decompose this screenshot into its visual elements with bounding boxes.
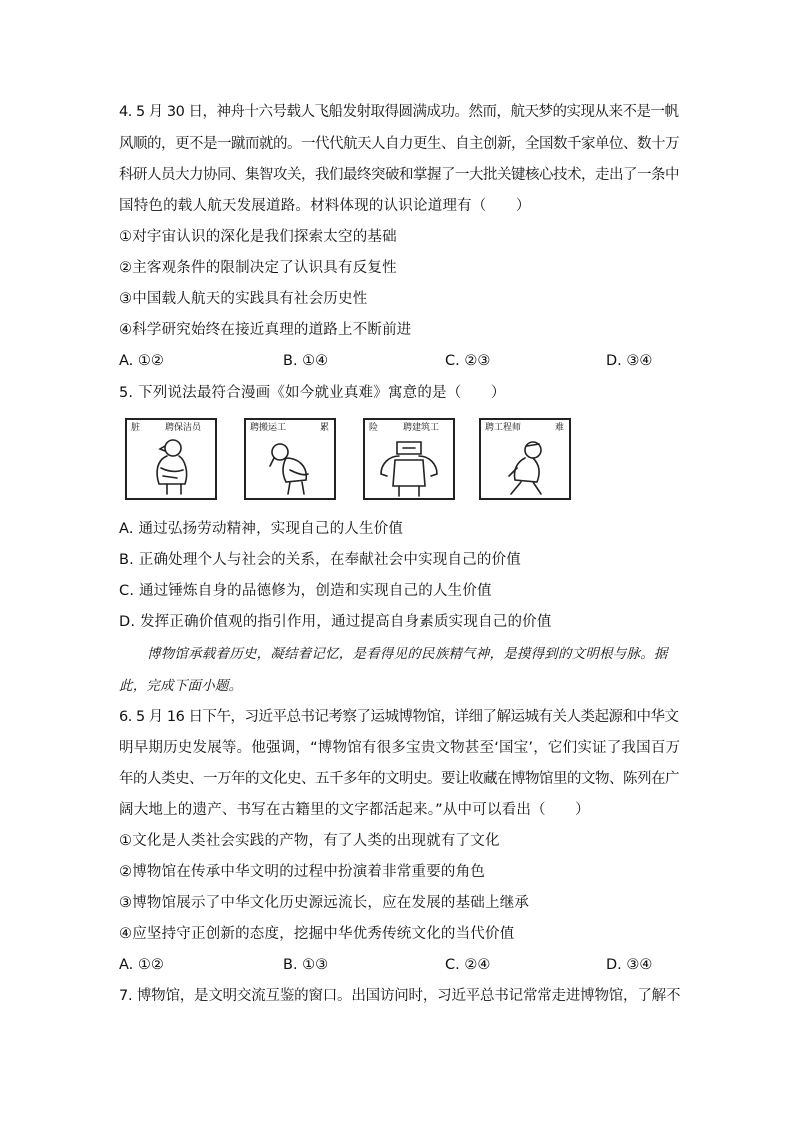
comic-panel-1-left-text: 脏 [131,423,141,433]
q5-option-c: C. 通过锤炼自身的品德修为，创造和实现自己的人生价值 [119,583,492,599]
comic-panel-4 [479,418,571,500]
q6-stem-line-1: 6. 5 月 16 日下午，习近平总书记考察了运城博物馆，详细了解运城有关人类起源和中华文 [119,709,679,725]
comic-figure-4-drawing [481,420,569,498]
q4-option-a: A. ①② [119,353,164,369]
q6-option-a: A. ①② [119,957,164,973]
q6-stem-line-4: 阔大地上的遗产、书写在古籍里的文字都活起来。”从中可以看出（ ） [119,802,590,818]
comic-panel-3 [363,418,455,500]
q4-option-b: B. ①④ [283,353,329,369]
q6-stem-line-3: 年的人类史、一万年的文化史、五千多年的文明史。要让收藏在博物馆里的文物、陈列在广 [119,771,679,787]
comic-panel-2-right-text: 累 [320,423,330,433]
comic-figure-1-drawing [127,420,215,498]
q4-item-1: ①对宇宙认识的深化是我们探索太空的基础 [119,229,397,245]
q4-item-3: ③中国载人航天的实践具有社会历史性 [119,291,368,307]
passage-intro-line-2: 此，完成下面小题。 [119,678,243,694]
q4-stem-line-3: 科研人员大力协同、集智攻关，我们最终突破和掌握了一大批关键核心技术，走出了一条中 [119,167,679,183]
comic-panel-4-left-text: 聘工程师 [485,423,522,433]
q6-item-4: ④应坚持守正创新的态度，挖掘中华优秀传统文化的当代价值 [119,926,515,942]
q4-option-d: D. ③④ [606,353,653,369]
q6-stem-line-2: 明早期历史发展等。他强调，“博物馆有很多宝贵文物甚至‘国宝’，它们实证了我国百万 [119,740,681,756]
q5-option-a: A. 通过弘扬劳动精神，实现自己的人生价值 [119,521,404,537]
q6-option-d: D. ③④ [606,957,653,973]
comic-panel-2-left-text: 聘搬运工 [250,423,287,433]
q5-option-b: B. 正确处理个人与社会的关系，在奉献社会中实现自己的价值 [119,552,521,568]
comic-panel-3-right-text: 聘建筑工 [403,423,440,433]
q4-stem-line-1: 4. 5 月 30 日，神舟十六号载人飞船发射取得圆满成功。然而，航天梦的实现从来不是一帆 [119,104,679,120]
comic-panel-1-right-text: 聘保洁员 [165,423,202,433]
comic-panel-2 [244,418,336,500]
q4-stem-line-4: 国特色的载人航天发展道路。材料体现的认识论道理有（ ） [119,198,531,214]
q4-item-4: ④科学研究始终在接近真理的道路上不断前进 [119,322,412,338]
q5-option-d: D. 发挥正确价值观的指引作用，通过提高自身素质实现自己的价值 [119,614,552,630]
comic-figure-3-drawing [365,420,453,498]
comic-panel-3-left-text: 险 [369,423,379,433]
comic-strip [125,418,575,504]
q4-item-2: ②主客观条件的限制决定了认识具有反复性 [119,260,397,276]
q6-item-2: ②博物馆在传承中华文明的过程中扮演着非常重要的角色 [119,864,485,880]
passage-intro-line-1: 博物馆承载着历史，凝结着记忆，是看得见的民族精气神，是摸得到的文明根与脉。据 [147,646,668,662]
q5-stem: 5. 下列说法最符合漫画《如今就业真难》寓意的是（ ） [119,385,506,401]
comic-panel-4-right-text: 难 [555,423,565,433]
comic-panel-1 [125,418,217,500]
q4-stem-line-2: 风顺的，更不是一蹴而就的。一代代航天人自力更生、自主创新，全国数千家单位、数十万 [119,136,679,152]
q4-option-c: C. ②③ [445,353,491,369]
comic-figure-2-drawing [246,420,334,498]
q6-option-b: B. ①③ [283,957,329,973]
q7-stem: 7. 博物馆，是文明交流互鉴的窗口。出国访问时，习近平总书记常常走进博物馆，了解不 [119,988,681,1004]
q6-item-3: ③博物馆展示了中华文化历史源远流长，应在发展的基础上继承 [119,895,530,911]
q6-item-1: ①文化是人类社会实践的产物，有了人类的出现就有了文化 [119,833,500,849]
q6-option-c: C. ②④ [445,957,491,973]
